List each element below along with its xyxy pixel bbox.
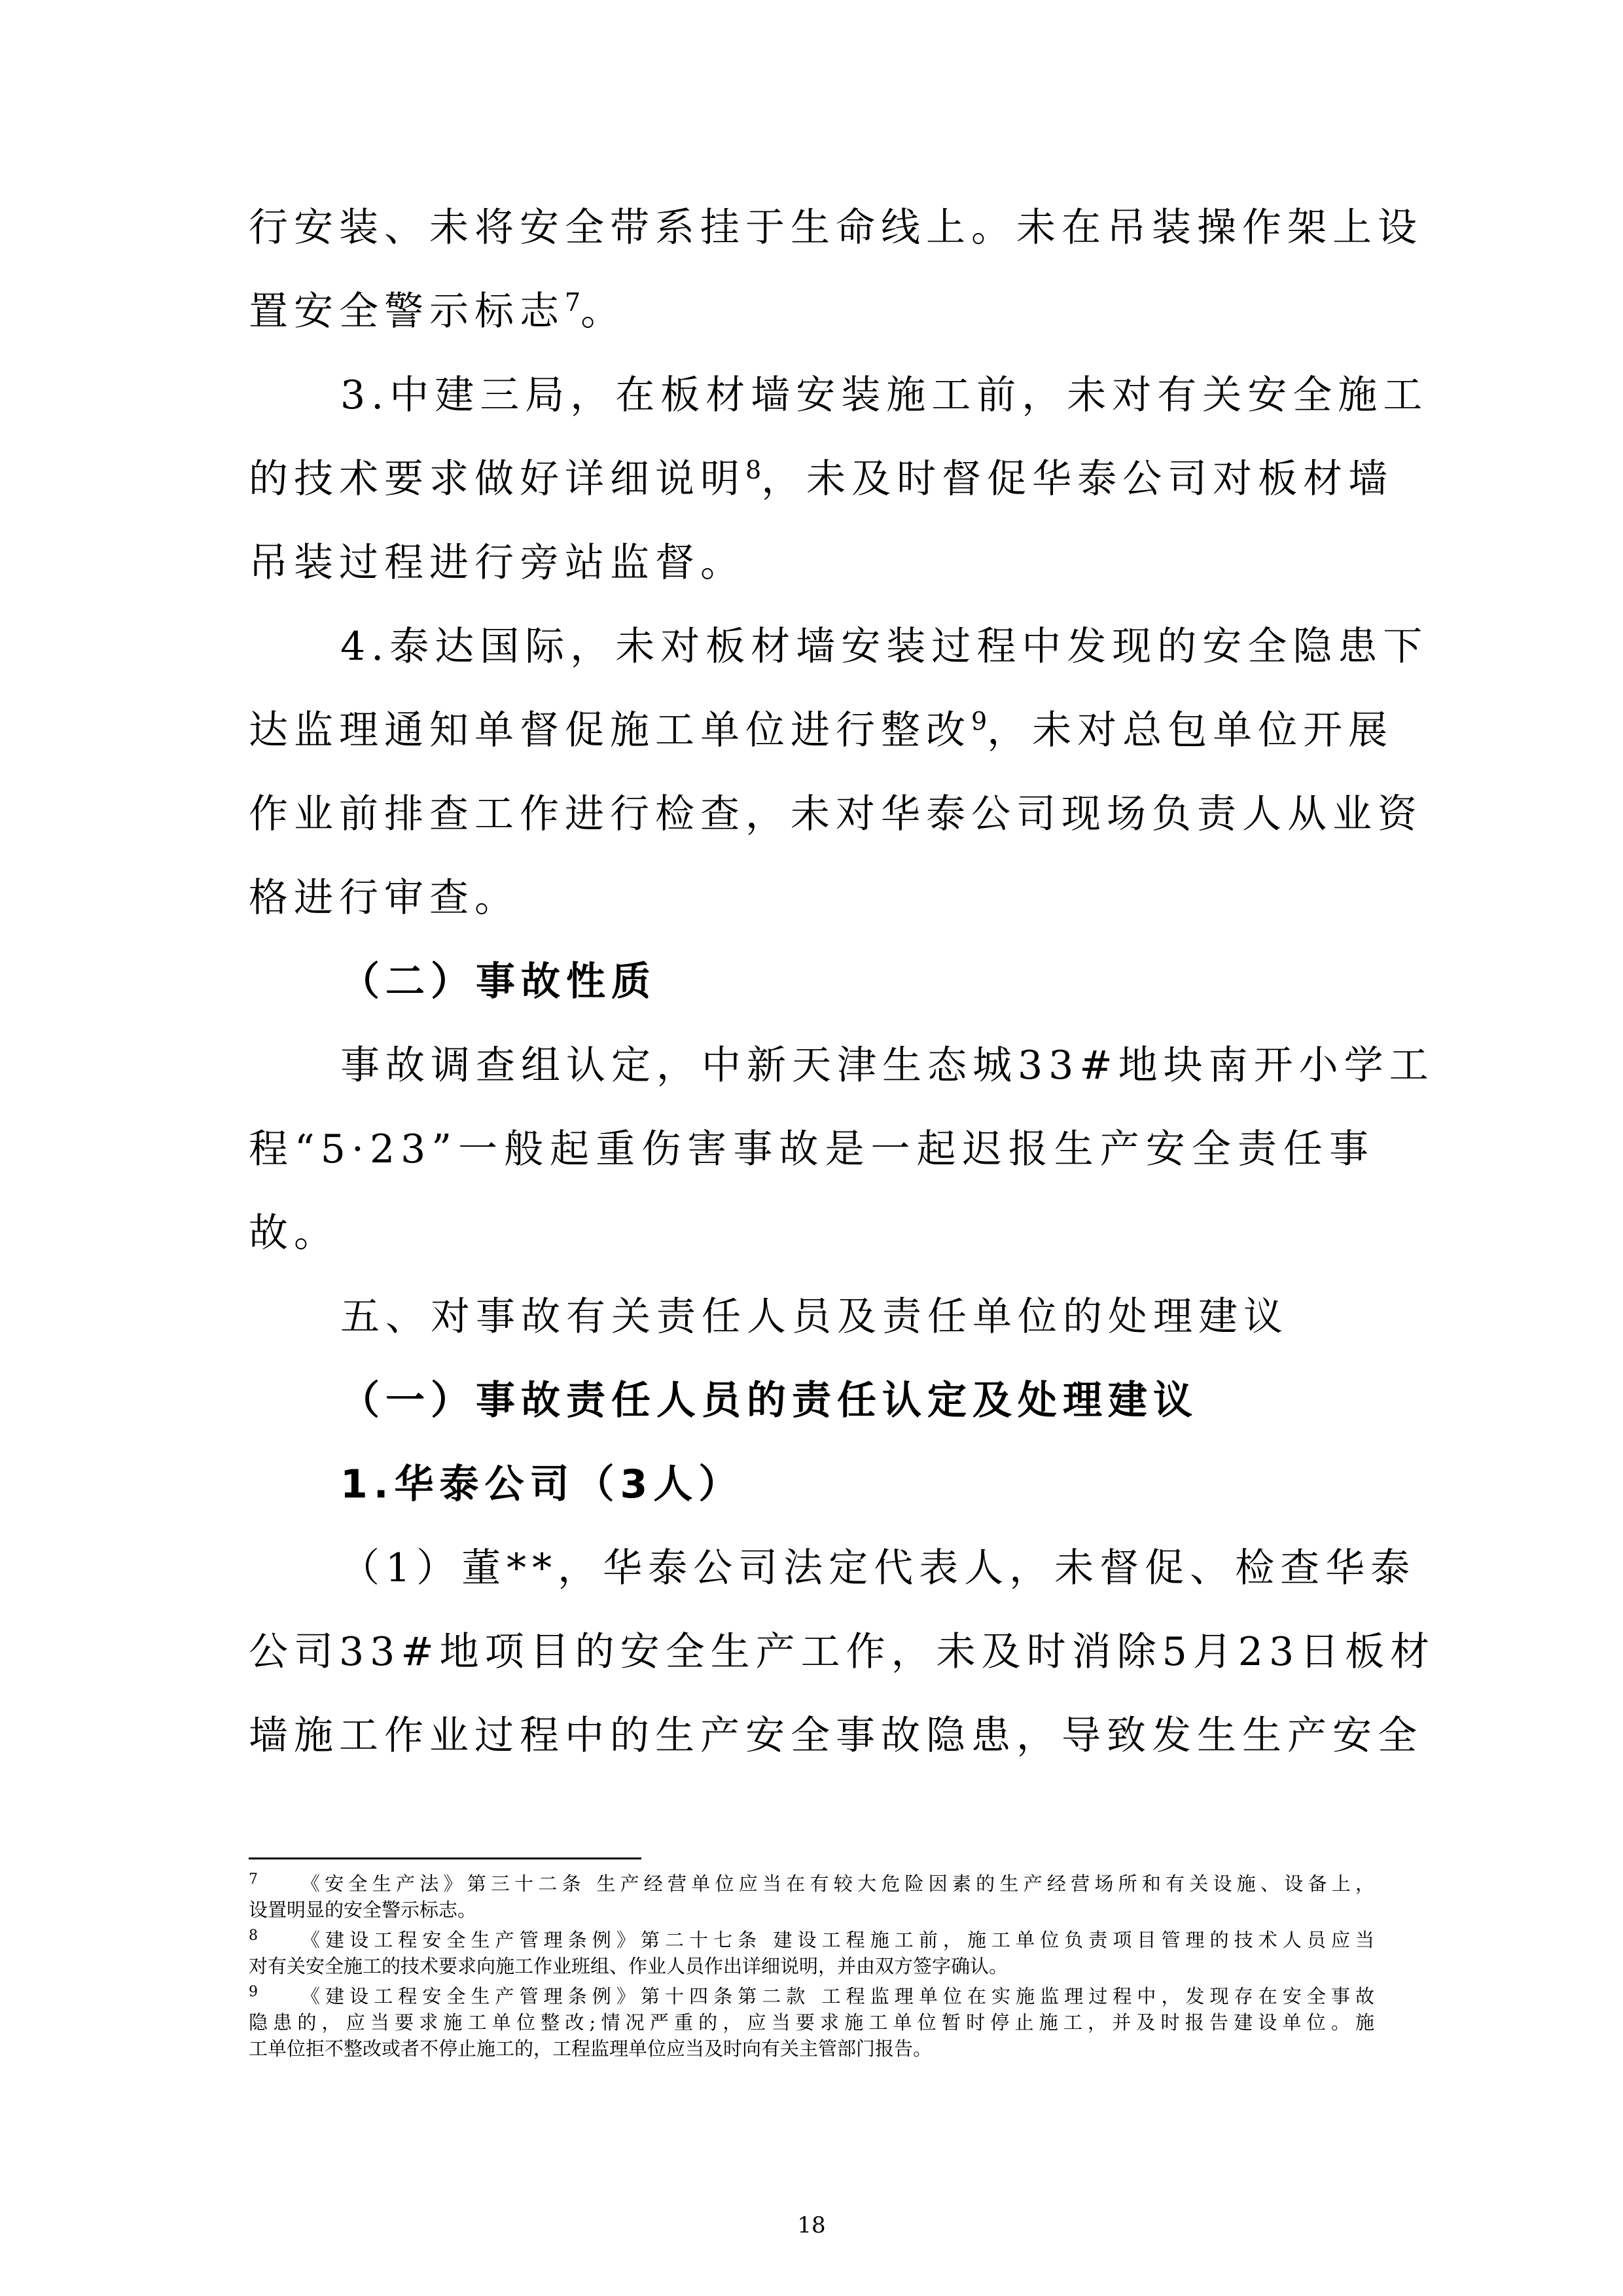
footnote-separator	[249, 1857, 641, 1859]
footnote-line: 工单位拒不整改或者不停止施工的，工程监理单位应当及时向有关主管部门报告。	[249, 2037, 933, 2060]
footnote-number: 9	[249, 1984, 258, 2000]
body-line-6: 4.泰达国际，未对板材墙安装过程中发现的安全隐患下	[340, 624, 1429, 670]
footnote-line: 设置明显的安全警示标志。	[249, 1899, 477, 1921]
body-line-7-text-b: ，未对总包单位开展	[987, 708, 1394, 753]
body-line-4-text: 的技术要求做好详细说明	[249, 456, 745, 502]
footnote-ref-9[interactable]: 9	[971, 707, 988, 736]
body-line-4-text-b: ，未及时督促华泰公司对板材墙	[761, 456, 1394, 502]
footnote-8	[249, 1927, 1374, 1979]
body-line-15: 墙施工作业过程中的生产安全事故隐患，导致发生生产安全	[249, 1713, 1423, 1759]
body-line-7-text: 达监理通知单督促施工单位进行整改	[249, 708, 971, 753]
footnote-7	[249, 1871, 1374, 1923]
body-line-2-end: 。	[580, 289, 626, 334]
body-line-12: 故。	[249, 1210, 339, 1256]
body-line-13: （1）董**，华泰公司法定代表人，未督促、检查华泰	[340, 1545, 1416, 1591]
footnote-number: 7	[249, 1871, 258, 1888]
footnote-line: 《建设工程安全生产管理条例》第十四条第二款 工程监理单位在实施监理过程中，发现存在安全事故	[301, 1985, 1374, 2007]
body-line-8: 作业前排查工作进行检查，未对华泰公司现场负责人从业资	[249, 791, 1423, 837]
footnote-line: 对有关安全施工的技术要求向施工作业班组、作业人员作出详细说明，并由双方签字确认。	[249, 1955, 1008, 1977]
body-line-9: 格进行审查。	[249, 875, 520, 921]
body-line-4	[249, 453, 1394, 505]
footnote-line: 《建设工程安全生产管理条例》第二十七条 建设工程施工前，施工单位负责项目管理的技术人员应当	[301, 1929, 1374, 1951]
body-line-14: 公司33#地项目的安全生产工作，未及时消除5月23日板材	[249, 1629, 1436, 1675]
body-line-1: 行安装、未将安全带系挂于生命线上。未在吊装操作架上设	[249, 205, 1423, 251]
subheading-huatai: 1.华泰公司（3人）	[340, 1462, 744, 1507]
body-line-2	[249, 285, 1374, 338]
page-number: 18	[797, 2212, 826, 2238]
footnote-line: 隐患的，应当要求施工单位整改;情况严重的，应当要求施工单位暂时停止施工，并及时报告建设单位。施	[249, 2011, 1374, 2034]
footnote-number: 8	[249, 1928, 258, 1944]
footnote-ref-7[interactable]: 7	[565, 288, 581, 317]
body-line-3: 3.中建三局，在板材墙安装施工前，未对有关安全施工	[340, 372, 1429, 418]
footnote-9	[249, 1983, 1374, 2062]
subheading-accident-nature: （二）事故性质	[340, 959, 656, 1005]
subheading-responsible-persons: （一）事故责任人员的责任认定及处理建议	[340, 1378, 1198, 1424]
section-heading-5: 五、对事故有关责任人员及责任单位的处理建议	[340, 1294, 1289, 1340]
body-line-10: 事故调查组认定，中新天津生态城33#地块南开小学工	[340, 1043, 1435, 1088]
body-line-5: 吊装过程进行旁站监督。	[249, 540, 745, 586]
footnote-line: 《安全生产法》第三十二条 生产经营单位应当在有较大危险因素的生产经营场所和有关设施、设备上，	[301, 1873, 1374, 1895]
footnote-ref-8[interactable]: 8	[745, 456, 762, 484]
body-line-7	[249, 704, 1394, 757]
body-line-11: 程“5·23”一般起重伤害事故是一起迟报生产安全责任事	[249, 1126, 1374, 1172]
body-line-2-text: 置安全警示标志	[249, 289, 565, 334]
